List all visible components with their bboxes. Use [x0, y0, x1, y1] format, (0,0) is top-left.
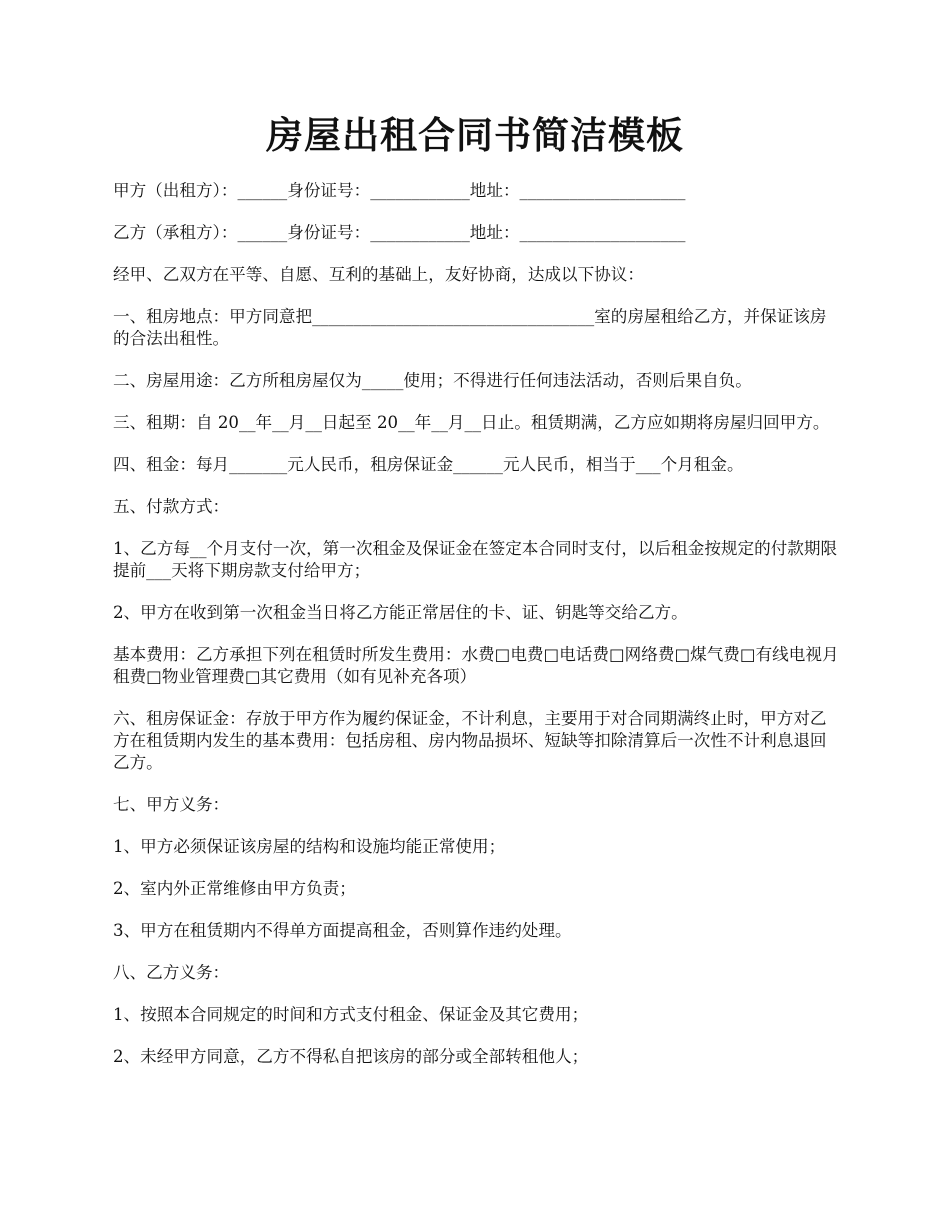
- clause-usage: 二、房屋用途：乙方所租房屋仅为_____使用；不得进行任何违法活动，否则后果自负。: [113, 371, 752, 390]
- clause-rent: 四、租金：每月_______元人民币，租房保证金______元人民币，相当于___个月租金。: [113, 455, 744, 474]
- document-body: [113, 180, 841, 1088]
- clause-location: 一、租房地点：甲方同意把__________________________________室的房屋租给乙方，并保证该房的合法出租性。: [113, 307, 827, 348]
- clause-party-b-duties-heading: 八、乙方义务：: [113, 963, 230, 982]
- party-b-line: 乙方（承租方）：______身份证号：____________地址：____________________: [113, 223, 686, 242]
- clause-deposit: 六、租房保证金：存放于甲方作为履约保证金，不计利息，主要用于对合同期满终止时，甲方对乙方在租赁期内发生的基本费用：包括房租、房内物品损坏、短缺等扣除清算后一次性不计利息退回乙方。: [113, 709, 827, 772]
- clause-party-a-duties-heading: 七、甲方义务：: [113, 795, 230, 814]
- party-b-duty-1: 1、按照本合同规定的时间和方式支付租金、保证金及其它费用；: [113, 1005, 589, 1024]
- party-b-duty-2: 2、未经甲方同意，乙方不得私自把该房的部分或全部转租他人；: [113, 1047, 589, 1066]
- party-a-duty-2: 2、室内外正常维修由甲方负责；: [113, 879, 356, 898]
- party-a-duty-1: 1、甲方必须保证该房屋的结构和设施均能正常使用；: [113, 837, 506, 856]
- agreement-intro: 经甲、乙双方在平等、自愿、互利的基础上，友好协商，达成以下协议：: [113, 265, 644, 284]
- payment-item-2: 2、甲方在收到第一次租金当日将乙方能正常居住的卡、证、钥匙等交给乙方。: [113, 603, 688, 622]
- payment-item-1: 1、乙方每__个月支付一次，第一次租金及保证金在签定本合同时支付，以后租金按规定的付款期限提前___天将下期房款支付给甲方；: [113, 539, 838, 580]
- party-a-line: 甲方（出租方）：______身份证号：____________地址：____________________: [113, 181, 686, 200]
- clause-payment-heading: 五、付款方式：: [113, 497, 230, 516]
- document-title: 房屋出租合同书简洁模板: [266, 113, 684, 157]
- party-a-duty-3: 3、甲方在租赁期内不得单方面提高租金，否则算作违约处理。: [113, 921, 572, 940]
- basic-fees: 基本费用：乙方承担下列在租赁时所发生费用：水费□电费□电话费□网络费□煤气费□有线电视月租费□物业管理费□其它费用（如有见补充各项）: [113, 645, 839, 686]
- clause-term: 三、租期：自 20__年__月__日起至 20__年__月__日止。租赁期满，乙方应如期将房屋归回甲方。: [113, 413, 830, 432]
